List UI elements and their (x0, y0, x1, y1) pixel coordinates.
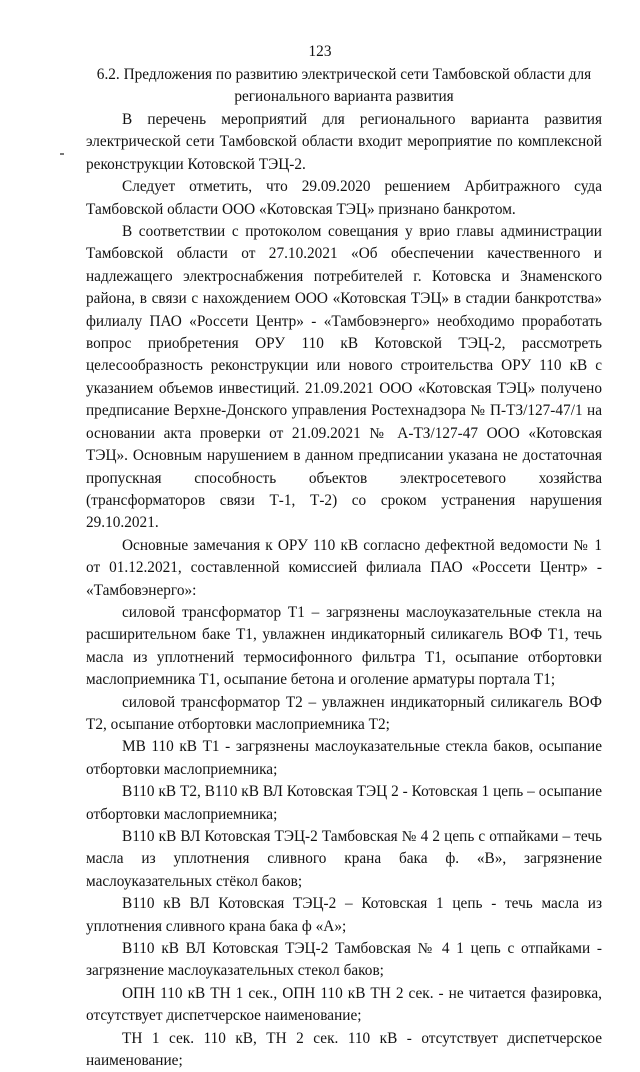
remark-item: В110 кВ ВЛ Котовская ТЭЦ-2 Тамбовская № 4 2 цепь с отпайками – течь масла из уплотнения сливного крана бака ф. «В», загрязнение маслоуказательных стёкол баков; (86, 828, 602, 890)
remark-item: силовой трансформатор Т2 – увлажнен индикаторный силикагель ВОФ Т2, осыпание отбортовки маслоприемника Т2; (86, 693, 602, 733)
remark-item: В110 кВ Т2, В110 кВ ВЛ Котовская ТЭЦ 2 - Котовская 1 цепь – осыпание отбортовки маслоприемника; (86, 783, 602, 823)
remark-item: силовой трансформатор Т1 – загрязнены маслоуказательные стекла на расширительном баке Т1, увлажнен индикаторный силикагель ВОФ Т1, течь масла из уплотнений термосифонного фильтра Т1, осыпание отбортовки маслоприемника Т1, осыпание бетона и оголение арматуры портала Т1; (86, 603, 602, 689)
paragraph-remarks-intro: Основные замечания к ОРУ 110 кВ согласно дефектной ведомости № 1 от 01.12.2021, составленной комиссией филиала ПАО «Россети Центр» - «Тамбовэнерго»: (86, 536, 602, 599)
remark-item: В110 кВ ВЛ Котовская ТЭЦ-2 – Котовская 1 цепь - течь масла из уплотнения сливного крана бака ф «А»; (86, 895, 602, 935)
section-heading: 6.2. Предложения по развитию электрической сети Тамбовской области для регионального варианта развития (96, 66, 592, 106)
remark-item: ТН 1 сек. 110 кВ, ТН 2 сек. 110 кВ - отсутствует диспетчерское наименование; (86, 1029, 602, 1070)
paragraph-protocol: В соответствии с протоколом совещания у врио главы администрации Тамбовской области от 27.10.2021 «Об обеспечении качественного и надлежащего электроснабжения потребителей г. Котовска и Знаменского района, в связи с нахождением ООО «Котовская ТЭЦ» в стадии банкротства» филиалу ПАО «Россети Центр» - «Тамбовэнерго» необходимо проработать вопрос приобретения ОРУ 110 кВ Котовской ТЭЦ-2, рассмотреть целесообразность реконструкции или нового строительства ОРУ 110 кВ с указанием объемов инвестиций. 21.09.2021 ООО «Котовская ТЭЦ» получено предписание Верхне-Донского управления Ростехнадзора № П-ТЗ/127-47/1 на основании акта проверки от 21.09.2021 № А-ТЗ/127-47 ООО «Котовская ТЭЦ». Основным нарушением в данном предписании указана не достаточная пропускная способность объектов электросетевого хозяйства (трансформаторов связи Т-1, Т-2) со сроком устранения нарушения 29.10.2021. (86, 223, 602, 532)
document-body (86, 109, 602, 1072)
paragraph-bankruptcy: Следует отметить, что 29.09.2020 решением Арбитражного суда Тамбовской области ООО «Котовская ТЭЦ» признано банкротом. (86, 178, 602, 218)
paragraph-intro: В перечень мероприятий для регионального варианта развития электрической сети Тамбовской области входит мероприятие по комплексной реконструкции Котовской ТЭЦ-2. (86, 111, 602, 173)
remark-item: В110 кВ ВЛ Котовская ТЭЦ-2 Тамбовская № 4 1 цепь с отпайками - загрязнение маслоуказательных стекол баков; (86, 940, 602, 980)
page-number: 123 (308, 43, 332, 60)
remark-item: МВ 110 кВ Т1 - загрязнены маслоуказательные стекла баков, осыпание отбортовки маслоприемника; (86, 738, 602, 778)
remark-item: ОПН 110 кВ ТН 1 сек., ОПН 110 кВ ТН 2 сек. - не читается фазировка, отсутствует диспетчерское наименование; (86, 984, 602, 1025)
margin-mark (60, 153, 64, 155)
